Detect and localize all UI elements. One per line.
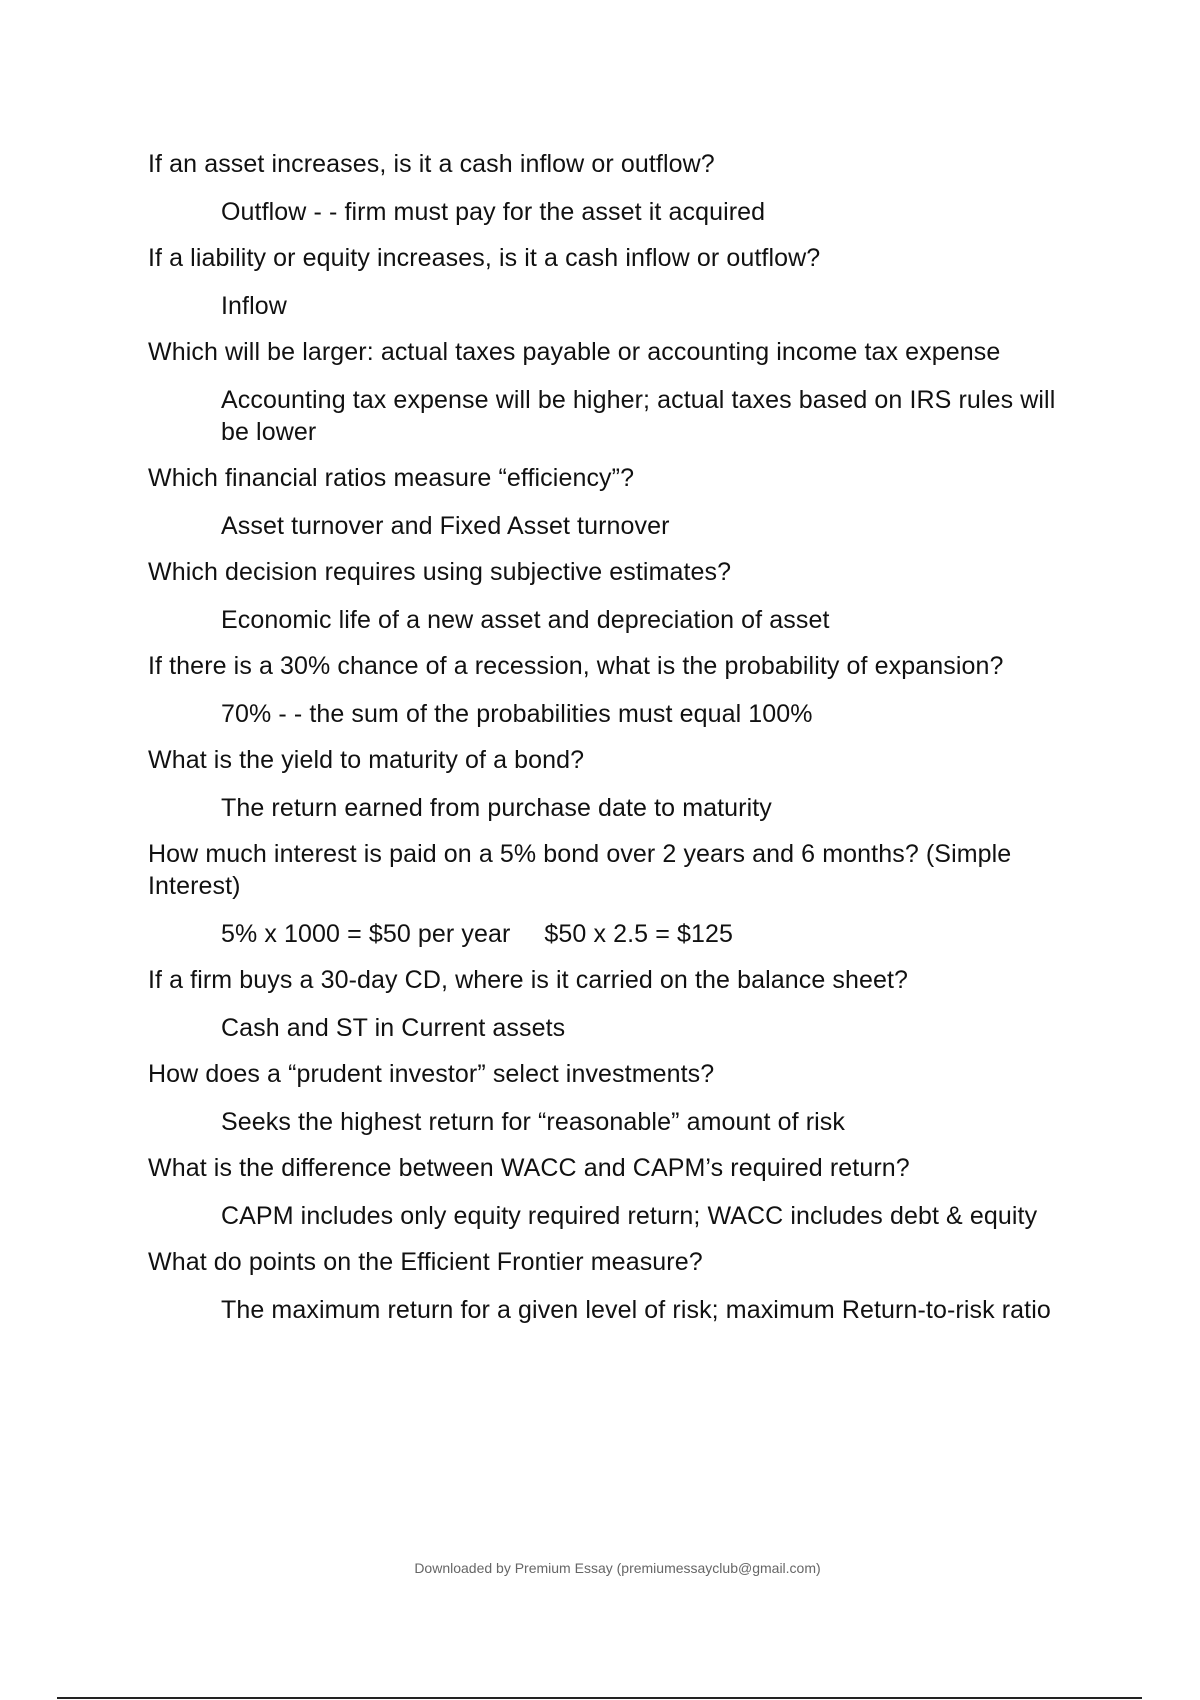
answer-text: Outflow - - firm must pay for the asset it acquired: [221, 198, 766, 226]
qa-item: [148, 242, 1088, 322]
question-text: If an asset increases, is it a cash inflow or outflow?: [148, 150, 715, 178]
answer-text: Inflow: [221, 292, 287, 320]
qa-item: [148, 1246, 1088, 1326]
answer-calculation-annual: 5% x 1000 = $50 per year: [221, 920, 511, 948]
qa-item: [148, 1152, 1088, 1232]
qa-list: [148, 148, 1088, 1340]
question-text: What do points on the Efficient Frontier measure?: [148, 1248, 703, 1276]
qa-item: [148, 650, 1088, 730]
qa-item: [148, 148, 1088, 228]
question-text: What is the difference between WACC and CAPM’s required return?: [148, 1154, 910, 1182]
question-text: Which will be larger: actual taxes payable or accounting income tax expense: [148, 338, 1001, 366]
question-text: If there is a 30% chance of a recession, what is the probability of expansion?: [148, 652, 1004, 680]
qa-item: [148, 964, 1088, 1044]
download-footer: Downloaded by Premium Essay (premiumessayclub@gmail.com): [414, 1560, 821, 1576]
answer-text: The return earned from purchase date to maturity: [221, 794, 772, 822]
question-text: If a firm buys a 30-day CD, where is it carried on the balance sheet?: [148, 966, 909, 994]
qa-item: [148, 462, 1088, 542]
qa-item: [148, 744, 1088, 824]
qa-item: [148, 838, 1088, 950]
question-text: What is the yield to maturity of a bond?: [148, 746, 585, 774]
qa-item: [148, 336, 1088, 448]
answer-text: The maximum return for a given level of risk; maximum Return-to-risk ratio: [221, 1296, 1051, 1324]
answer-text: Asset turnover and Fixed Asset turnover: [221, 512, 670, 540]
answer-text: Economic life of a new asset and depreciation of asset: [221, 606, 830, 634]
question-text: If a liability or equity increases, is it a cash inflow or outflow?: [148, 244, 821, 272]
question-text: Which decision requires using subjective estimates?: [148, 558, 732, 586]
bottom-divider: [57, 1697, 1142, 1699]
question-text: How does a “prudent investor” select investments?: [148, 1060, 715, 1088]
answer-text: CAPM includes only equity required return; WACC includes debt & equity: [221, 1202, 1038, 1230]
qa-item: [148, 556, 1088, 636]
answer-text: Cash and ST in Current assets: [221, 1014, 566, 1042]
question-text: Which financial ratios measure “efficiency”?: [148, 464, 635, 492]
answer-text: [221, 918, 1088, 950]
answer-text: Accounting tax expense will be higher; actual taxes based on IRS rules will be lower: [221, 386, 1056, 446]
qa-item: [148, 1058, 1088, 1138]
question-text: How much interest is paid on a 5% bond over 2 years and 6 months? (Simple Interest): [148, 840, 1012, 900]
answer-calculation-total: $50 x 2.5 = $125: [544, 920, 733, 948]
answer-text: 70% - - the sum of the probabilities must equal 100%: [221, 700, 813, 728]
answer-text: Seeks the highest return for “reasonable” amount of risk: [221, 1108, 845, 1136]
